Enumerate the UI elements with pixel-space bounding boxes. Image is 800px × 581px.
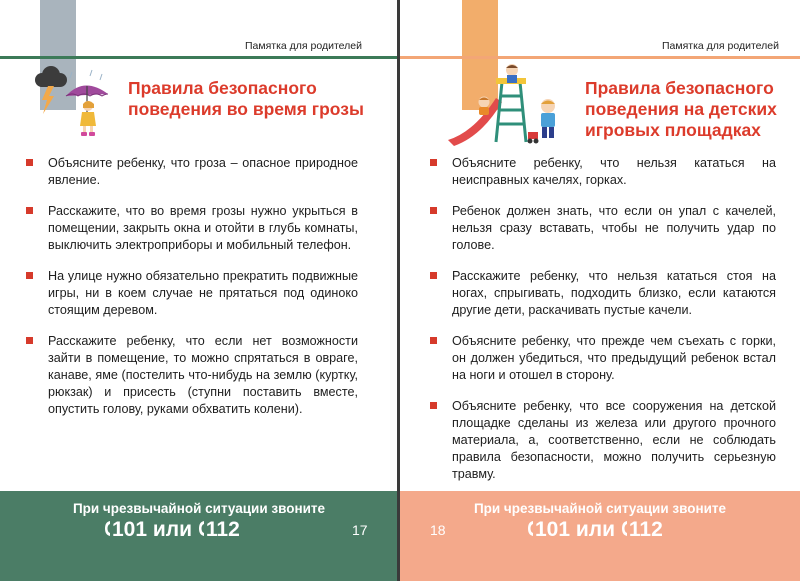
emergency-call-text: При чрезвычайной ситуации звоните	[473, 501, 727, 516]
left-page-header: Памятка для родителей	[245, 40, 362, 52]
right-page	[400, 0, 800, 581]
right-page-title: Правила безопасного поведения на детских игровых площадках	[585, 78, 777, 140]
emergency-number-112: 112	[628, 518, 663, 541]
list-item: Расскажите ребенку, что если нет возможности зайти в помещение, то можно спрятаться в овраге, канаве, яме (постелить что-нибудь на землю (куртку, рюкзак) и присесть (ступни поставить вместе, опустить голову, руками обхватить колени).	[26, 333, 358, 418]
emergency-numbers	[104, 518, 240, 542]
bullet-square-icon	[430, 159, 437, 166]
right-header-rule	[400, 56, 800, 59]
phone-icon	[104, 520, 111, 537]
emergency-call-text: При чрезвычайной ситуации звоните	[72, 501, 326, 516]
bullet-square-icon	[430, 402, 437, 409]
playground-children-icon	[444, 62, 566, 146]
emergency-number-101: 101	[535, 518, 571, 541]
bullet-square-icon	[430, 337, 437, 344]
left-page	[0, 0, 398, 581]
thunderstorm-girl-icon	[32, 64, 114, 140]
list-item: Объясните ребенку, что прежде чем съехать с горки, он должен убедиться, что предыдущий ребенок встал на ноги и отошел в сторону.	[430, 333, 776, 384]
list-item: Ребенок должен знать, что если он упал с качелей, нельзя сразу вставать, чтобы не получить удар по голове.	[430, 203, 776, 254]
phone-icon	[527, 520, 534, 537]
emergency-number-112: 112	[205, 518, 240, 541]
bullet-square-icon	[430, 272, 437, 279]
or-text: или	[570, 518, 621, 541]
list-item: Расскажите, что во время грозы нужно укрыться в помещении, закрыть окна и отойти в глубь комнаты, выключить электроприборы и мобильный телефон.	[26, 203, 358, 254]
list-item: Расскажите ребенку, что нельзя кататься стоя на ногах, спрыгивать, подходить близко, если катаются другие дети, раскачивать пустые качели.	[430, 268, 776, 319]
phone-icon	[198, 520, 205, 537]
or-text: или	[147, 518, 198, 541]
right-page-header: Памятка для родителей	[662, 40, 779, 52]
list-item: На улице нужно обязательно прекратить подвижные игры, ни в коем случае не прятаться под одиноко стоящим деревом.	[26, 268, 358, 319]
page-number: 17	[352, 522, 368, 538]
bullet-square-icon	[26, 159, 33, 166]
page-number: 18	[430, 522, 446, 538]
bullet-square-icon	[430, 207, 437, 214]
left-header-rule	[0, 56, 398, 59]
right-bullet-list	[430, 155, 776, 497]
bullet-square-icon	[26, 272, 33, 279]
phone-icon	[621, 520, 628, 537]
list-item: Объясните ребенку, что гроза – опасное природное явление.	[26, 155, 358, 189]
right-emergency-footer	[400, 491, 800, 581]
bullet-square-icon	[26, 207, 33, 214]
emergency-numbers	[527, 518, 663, 542]
emergency-number-101: 101	[112, 518, 148, 541]
list-item: Объясните ребенку, что нельзя кататься на неисправных качелях, горках.	[430, 155, 776, 189]
left-bullet-list	[26, 155, 358, 432]
bullet-square-icon	[26, 337, 33, 344]
left-emergency-footer	[0, 491, 398, 581]
left-page-title: Правила безопасного поведения во время грозы	[128, 78, 364, 119]
list-item: Объясните ребенку, что все сооружения на детской площадке сделаны из железа или другого прочного материала, а, соответственно, если не соблюдать правила безопасности, можно получить серьезную травму.	[430, 398, 776, 483]
